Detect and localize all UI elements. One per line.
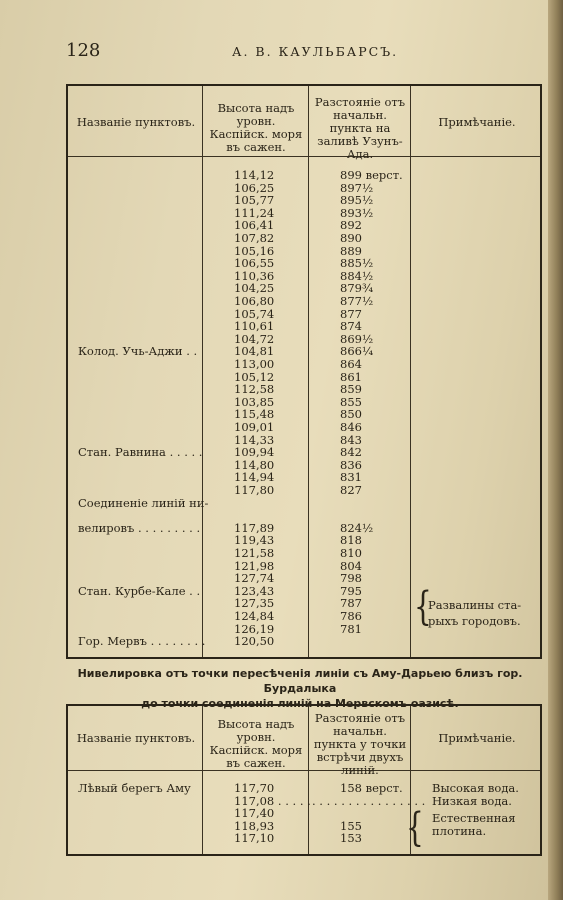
distance-value: . . . . . . . . . . . . . . . . xyxy=(312,793,426,808)
header-height: Высота надъ уровн. Каспійск. моря въ сажен. xyxy=(209,717,303,770)
distance-value: 843 xyxy=(340,432,362,447)
distance-value: 889 xyxy=(340,243,362,258)
distance-value: 899 верст. xyxy=(340,168,403,182)
height-value: 127,74 xyxy=(234,571,275,586)
leveling-table-2 xyxy=(66,704,542,856)
height-value: 107,82 xyxy=(234,231,275,245)
height-value: 109,01 xyxy=(234,420,275,434)
distance-value: 866¼ xyxy=(340,344,374,359)
height-value: 127,35 xyxy=(234,596,275,611)
height-value: 106,25 xyxy=(234,180,275,195)
height-value: 103,85 xyxy=(234,394,275,409)
distance-value: 827 xyxy=(340,483,362,497)
point-name: Стан. Курбе-Кале . . xyxy=(78,583,201,598)
distance-value: 158 верст. xyxy=(340,781,403,795)
distance-value: 153 xyxy=(340,831,362,846)
distance-value: 155 xyxy=(340,818,362,833)
height-value: 121,58 xyxy=(234,546,275,560)
distance-value: 879¾ xyxy=(340,281,374,296)
distance-value: 804 xyxy=(340,558,362,573)
height-value: 114,33 xyxy=(234,432,275,447)
remark-line: плотина. xyxy=(432,823,487,838)
distance-value: 869½ xyxy=(340,331,374,346)
distance-value: 836 xyxy=(340,457,362,472)
distance-value: 892 xyxy=(340,218,362,233)
subtitle-line: до точки соединенія линій на Мервскомъ оазисѣ. xyxy=(141,697,459,710)
height-value: 106,55 xyxy=(234,256,275,271)
distance-value: 864 xyxy=(340,357,362,371)
distance-value: 786 xyxy=(340,609,362,623)
distance-value: 810 xyxy=(340,546,362,560)
distance-value: 842 xyxy=(340,445,362,460)
distance-value: 893½ xyxy=(340,205,374,220)
page-edge xyxy=(548,0,563,900)
page-number: 128 xyxy=(66,40,101,61)
distance-value: 795 xyxy=(340,583,362,598)
height-value: 117,70 xyxy=(234,781,275,795)
height-value: 110,61 xyxy=(234,319,275,334)
height-value: 105,77 xyxy=(234,193,275,208)
height-value: 123,43 xyxy=(234,583,275,598)
brace-icon: { xyxy=(406,803,424,850)
distance-value: 890 xyxy=(340,231,362,245)
distance-value: 824½ xyxy=(340,520,374,535)
remark-line: Развалины ста- xyxy=(428,598,522,613)
point-name: Соединеніе линій ни- xyxy=(78,495,209,510)
distance-value: 855 xyxy=(340,394,362,409)
height-value: 114,12 xyxy=(234,168,275,182)
height-value: 113,00 xyxy=(234,357,275,371)
height-value: 105,74 xyxy=(234,306,275,321)
distance-value: 874 xyxy=(340,319,362,334)
brace-icon: { xyxy=(414,583,432,630)
point-name: Колод. Учь-Аджи . . xyxy=(78,344,198,359)
height-value: 117,10 xyxy=(234,831,275,846)
subtitle-line: Нивелировка отъ точки пересѣченія линіи съ Аму-Дарьею близъ гор. Бурдалыка xyxy=(77,667,523,695)
height-value: 117,40 xyxy=(234,806,275,821)
distance-value: 877 xyxy=(340,306,362,321)
height-value: 117,08 . . . . . xyxy=(234,793,311,808)
point-name: Стан. Равнина . . . . . xyxy=(78,445,203,460)
leveling-table-1 xyxy=(66,84,542,659)
header-remarks: Примѣчаніе. xyxy=(438,731,516,745)
height-value: 106,80 xyxy=(234,294,275,308)
height-value: 124,84 xyxy=(234,609,275,623)
height-value: 106,41 xyxy=(234,218,275,233)
height-value: 104,81 xyxy=(234,344,275,359)
height-value: 119,43 xyxy=(234,533,275,548)
distance-value: 781 xyxy=(340,621,362,636)
height-value: 118,93 xyxy=(234,818,275,833)
height-value: 105,16 xyxy=(234,243,275,258)
distance-value: 884½ xyxy=(340,268,374,283)
distance-value: 846 xyxy=(340,420,362,434)
height-value: 104,25 xyxy=(234,281,275,296)
point-name: Гор. Мервъ . . . . . . . . xyxy=(78,634,206,649)
distance-value: 861 xyxy=(340,369,362,384)
height-value: 104,72 xyxy=(234,331,275,346)
height-value: 115,48 xyxy=(234,407,275,422)
height-value: 105,12 xyxy=(234,369,275,384)
distance-value: 859 xyxy=(340,382,362,397)
distance-value: 885½ xyxy=(340,256,374,271)
height-value: 112,58 xyxy=(234,382,275,397)
height-value: 114,80 xyxy=(234,457,275,472)
distance-value: 818 xyxy=(340,533,362,548)
height-value: 117,80 xyxy=(234,483,275,497)
height-value: 110,36 xyxy=(234,268,275,283)
distance-value: 850 xyxy=(340,407,362,422)
point-name: Лѣвый берегъ Аму xyxy=(78,781,191,795)
remark-line: Высокая вода. xyxy=(432,781,519,795)
running-title: А. В. КАУЛЬБАРСЪ. xyxy=(232,44,399,59)
height-value: 111,24 xyxy=(234,205,275,220)
distance-value: 877½ xyxy=(340,294,374,308)
remark-line: рыхъ городовъ. xyxy=(428,613,521,628)
distance-value: 897½ xyxy=(340,180,374,195)
header-point-name: Названіе пунктовъ. xyxy=(76,115,196,129)
distance-value: 787 xyxy=(340,596,362,611)
header-distance: Разстояніе отъ начальн. пункта у точки встрѣчи двухъ линій. xyxy=(313,711,407,777)
header-distance: Разстояніе отъ начальн. пункта на заливѣ Узунъ-Ада. xyxy=(314,95,406,161)
remark-line: Низкая вода. xyxy=(432,793,512,808)
height-value: 126,19 xyxy=(234,621,275,636)
point-name: велировъ . . . . . . . . . xyxy=(78,520,201,535)
height-value: 121,98 xyxy=(234,558,275,573)
distance-value: 895½ xyxy=(340,193,374,208)
running-head xyxy=(0,40,548,62)
distance-value: 798 xyxy=(340,571,362,586)
header-height: Высота надъ уровн. Каспійск. моря въ сажен. xyxy=(209,101,303,154)
header-point-name: Названіе пунктовъ. xyxy=(76,731,196,745)
header-remarks: Примѣчаніе. xyxy=(438,115,516,129)
distance-value: 831 xyxy=(340,470,362,485)
remark-line: Естественная xyxy=(432,811,516,826)
height-value: 114,94 xyxy=(234,470,275,485)
height-value: 117,89 xyxy=(234,520,275,535)
height-value: 120,50 xyxy=(234,634,275,649)
height-value: 109,94 xyxy=(234,445,275,460)
